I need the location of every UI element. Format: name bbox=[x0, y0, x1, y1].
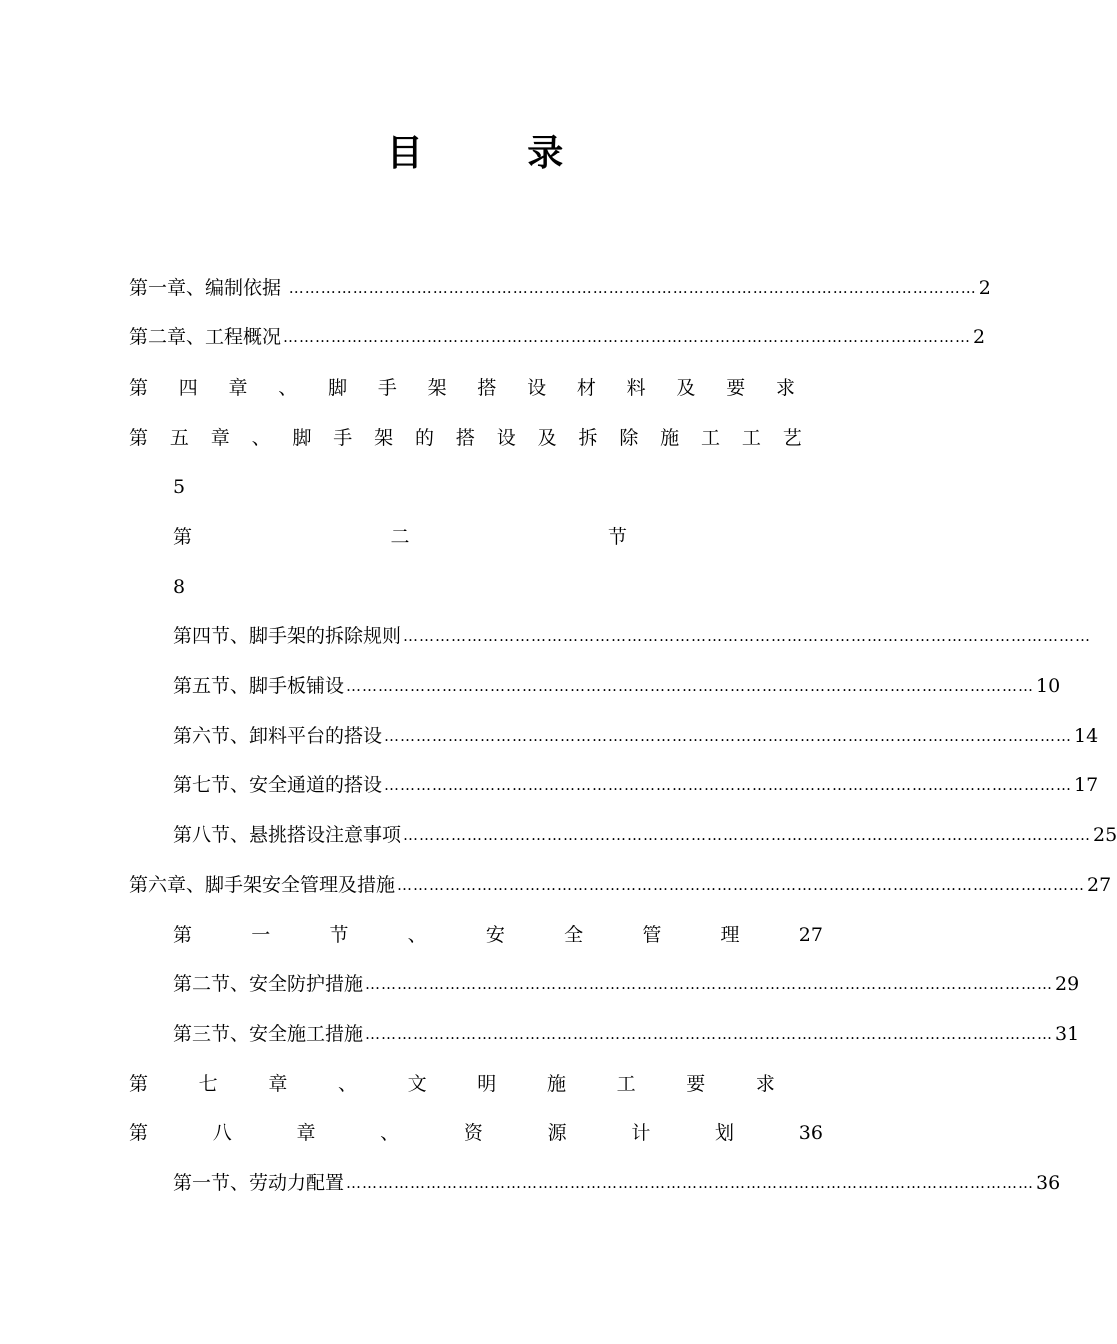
toc-char: 拆 bbox=[578, 427, 598, 449]
toc-char: 架 bbox=[374, 427, 394, 449]
dot-leader: ………………………………………………………………………………………………………………… bbox=[403, 826, 1092, 844]
dot-leader: ………………………………………………………………………………………………………………… bbox=[384, 776, 1073, 794]
toc-char: 全 bbox=[564, 924, 584, 946]
toc-entry-page: 27 bbox=[798, 924, 823, 946]
toc-char: 章 bbox=[296, 1122, 316, 1144]
toc-entry-chapter-6-section-2[interactable] bbox=[173, 969, 1080, 999]
toc-char: 资 bbox=[463, 1122, 483, 1144]
toc-char: 明 bbox=[477, 1073, 497, 1095]
toc-entry-chapter-6-section-3[interactable] bbox=[173, 1019, 1080, 1049]
toc-entry-chapter-5[interactable] bbox=[129, 423, 802, 453]
toc-char: 的 bbox=[415, 427, 435, 449]
dot-leader: ………………………………………………………………………………………………………………… bbox=[403, 627, 1092, 645]
toc-entry-section-5[interactable] bbox=[173, 671, 1061, 701]
toc-char: 工 bbox=[701, 427, 721, 449]
toc-char: 第 bbox=[129, 1122, 149, 1144]
toc-char: 、 bbox=[407, 924, 427, 946]
toc-char: 五 bbox=[169, 427, 189, 449]
dot-leader: ………………………………………………………………………………………………………………… bbox=[365, 975, 1054, 993]
toc-entry-label: 第六节、卸料平台的搭设 bbox=[173, 725, 383, 747]
toc-entry-chapter-7[interactable] bbox=[129, 1069, 775, 1099]
toc-char: 及 bbox=[676, 377, 696, 399]
toc-char: 搭 bbox=[455, 427, 475, 449]
toc-entry-label: 第三节、安全施工措施 bbox=[173, 1023, 364, 1045]
toc-char: 设 bbox=[527, 377, 547, 399]
dot-leader: ………………………………………………………………………………………………………………… bbox=[283, 279, 977, 297]
toc-char: 安 bbox=[485, 924, 505, 946]
toc-char: 施 bbox=[660, 427, 680, 449]
toc-entry-label: 第四节、脚手架的拆除规则 bbox=[173, 625, 402, 647]
toc-char: 文 bbox=[407, 1073, 427, 1095]
toc-char: 、 bbox=[278, 377, 298, 399]
toc-char: 材 bbox=[576, 377, 596, 399]
page-title: 目 录 bbox=[386, 133, 610, 174]
toc-entry-chapter-2[interactable] bbox=[129, 322, 986, 352]
toc-entry-page: 25 bbox=[1093, 824, 1117, 846]
toc-entry-label: 第六章、脚手架安全管理及措施 bbox=[129, 874, 396, 896]
toc-entry-label: 第五节、脚手板铺设 bbox=[173, 675, 345, 697]
toc-char: 七 bbox=[198, 1073, 218, 1095]
toc-entry-page: 36 bbox=[798, 1122, 823, 1144]
toc-entry-page: 27 bbox=[1087, 874, 1112, 896]
toc-entry-label: 第二章、工程概况 bbox=[129, 326, 282, 348]
toc-char: 艺 bbox=[782, 427, 802, 449]
toc-char: 第 bbox=[173, 924, 193, 946]
toc-char: 、 bbox=[337, 1073, 357, 1095]
toc-entry-chapter-8-section-1[interactable] bbox=[173, 1168, 1061, 1198]
toc-entry-page: 31 bbox=[1055, 1023, 1080, 1045]
toc-entry-chapter-6[interactable] bbox=[129, 870, 1112, 900]
toc-entry-section-8[interactable] bbox=[173, 820, 1117, 850]
toc-entry-page: 14 bbox=[1074, 725, 1099, 747]
toc-entry-label: 第二节、安全防护措施 bbox=[173, 973, 364, 995]
toc-char: 、 bbox=[380, 1122, 400, 1144]
toc-char: 源 bbox=[547, 1122, 567, 1144]
toc-char: 工 bbox=[741, 427, 761, 449]
toc-char: 料 bbox=[626, 377, 646, 399]
toc-entry-page: 29 bbox=[1055, 973, 1080, 995]
toc-char: 划 bbox=[715, 1122, 735, 1144]
dot-leader: ………………………………………………………………………………………………………………… bbox=[283, 328, 972, 346]
toc-entry-page: 2 bbox=[973, 326, 986, 348]
toc-entry-section-2-page: 8 bbox=[173, 576, 186, 598]
toc-entry-label: 第一章、编制依据 bbox=[129, 277, 282, 299]
toc-char: 章 bbox=[268, 1073, 288, 1095]
toc-entry-chapter-5-page: 5 bbox=[173, 476, 186, 498]
toc-char: 及 bbox=[537, 427, 557, 449]
toc-char: 、 bbox=[251, 427, 271, 449]
toc-char: 计 bbox=[631, 1122, 651, 1144]
toc-entry-section-2[interactable] bbox=[173, 522, 627, 552]
toc-char: 二 bbox=[390, 526, 410, 548]
toc-char: 章 bbox=[210, 427, 230, 449]
toc-char: 八 bbox=[212, 1122, 232, 1144]
toc-char: 除 bbox=[619, 427, 639, 449]
toc-char: 手 bbox=[333, 427, 353, 449]
toc-char: 要 bbox=[686, 1073, 706, 1095]
toc-char: 第 bbox=[173, 526, 193, 548]
toc-char: 脚 bbox=[328, 377, 348, 399]
toc-entry-page: 10 bbox=[1036, 675, 1061, 697]
dot-leader: ………………………………………………………………………………………………………………… bbox=[365, 1025, 1054, 1043]
toc-entry-label: 第七节、安全通道的搭设 bbox=[173, 774, 383, 796]
toc-entry-section-6[interactable] bbox=[173, 721, 1099, 751]
dot-leader: ………………………………………………………………………………………………………………… bbox=[384, 727, 1073, 745]
dot-leader: ………………………………………………………………………………………………………………… bbox=[346, 677, 1035, 695]
toc-char: 管 bbox=[642, 924, 662, 946]
toc-char: 设 bbox=[496, 427, 516, 449]
toc-entry-page: 17 bbox=[1074, 774, 1099, 796]
toc-entry-page: 36 bbox=[1036, 1172, 1061, 1194]
toc-char: 手 bbox=[377, 377, 397, 399]
toc-char: 第 bbox=[129, 377, 149, 399]
toc-char: 第 bbox=[129, 427, 149, 449]
toc-entry-label: 第一节、劳动力配置 bbox=[173, 1172, 345, 1194]
toc-char: 搭 bbox=[477, 377, 497, 399]
toc-entry-chapter-1[interactable] bbox=[129, 273, 991, 303]
toc-entry-chapter-6-section-1[interactable] bbox=[173, 920, 823, 950]
toc-char: 理 bbox=[720, 924, 740, 946]
toc-entry-section-7[interactable] bbox=[173, 770, 1099, 800]
toc-char: 施 bbox=[546, 1073, 566, 1095]
toc-entry-chapter-4[interactable] bbox=[129, 373, 795, 403]
toc-entry-chapter-8[interactable] bbox=[129, 1118, 823, 1148]
toc-entry-section-4[interactable] bbox=[173, 621, 1092, 651]
toc-char: 求 bbox=[775, 377, 795, 399]
dot-leader: ………………………………………………………………………………………………………………… bbox=[397, 876, 1086, 894]
toc-char: 章 bbox=[228, 377, 248, 399]
toc-char: 求 bbox=[755, 1073, 775, 1095]
toc-char: 四 bbox=[178, 377, 198, 399]
toc-char: 架 bbox=[427, 377, 447, 399]
toc-entry-page: 2 bbox=[978, 277, 991, 299]
toc-char: 工 bbox=[616, 1073, 636, 1095]
toc-char: 脚 bbox=[292, 427, 312, 449]
toc-char: 一 bbox=[251, 924, 271, 946]
toc-entry-label: 第八节、悬挑搭设注意事项 bbox=[173, 824, 402, 846]
toc-char: 节 bbox=[607, 526, 627, 548]
toc-char: 第 bbox=[129, 1073, 149, 1095]
toc-char: 要 bbox=[726, 377, 746, 399]
toc-char: 节 bbox=[329, 924, 349, 946]
dot-leader: ………………………………………………………………………………………………………………… bbox=[346, 1174, 1035, 1192]
